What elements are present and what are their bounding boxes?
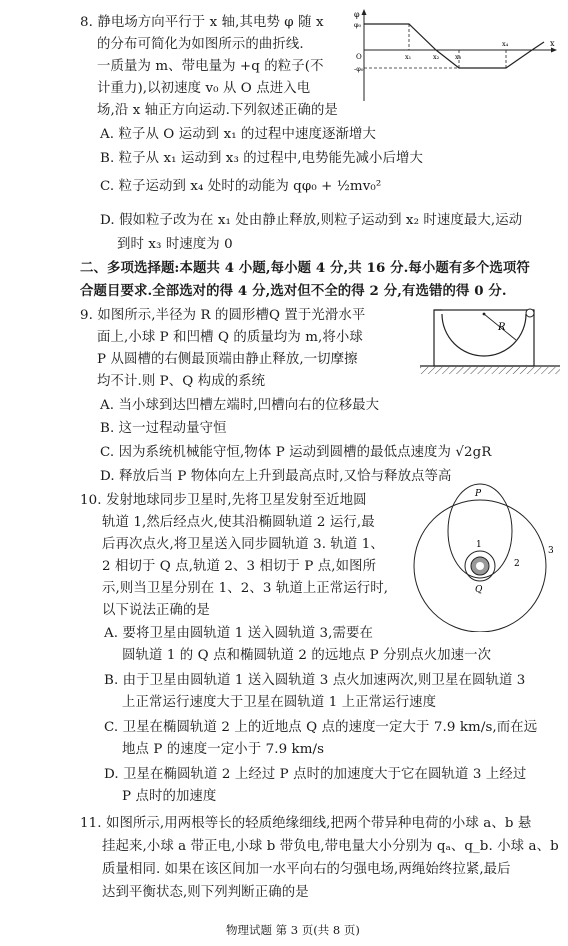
q10-orbit-3-label: 3 [548,546,554,556]
q8-option-d-line2: 到时 x₃ 时速度为 0 [117,237,233,252]
q11-line1: 11. 如图所示,用两根等长的轻质绝缘细线,把两个带异种电荷的小球 a、b 悬 [80,816,532,831]
q8-graph-x2-label: x₂ [433,53,440,61]
q10-orbit-diagram [408,482,564,632]
q10-option-b-line1: B. 由于卫星由圆轨道 1 送入圆轨道 3 点火加速两次,则卫星在圆轨道 3 [104,673,526,688]
q9-groove-diagram [420,304,560,380]
q8-graph-phi0-label: φ₀ [354,21,362,29]
page-footer: 物理试题 第 3 页(共 8 页) [226,923,360,937]
q9-line4: 均不计.则 P、Q 构成的系统 [97,374,266,389]
q10-line3: 后再次点火,将卫星送入同步圆轨道 3. 轨道 1、 [102,537,384,552]
q10-option-b-line2: 上正常运行速度大于卫星在圆轨道 1 上正常运行速度 [122,695,437,710]
q10-line2: 轨道 1,然后经点火,使其沿椭圆轨道 2 运行,最 [102,515,375,530]
q10-point-q-label: Q [475,585,483,595]
q8-graph-neg-phi0-label: -φ₀ [354,65,364,73]
q8-graph-phi-label: φ [354,10,360,19]
q10-point-p-label: P [475,489,482,499]
q10-option-a-line1: A. 要将卫星由圆轨道 1 送入圆轨道 3,需要在 [104,626,373,641]
q8-option-d-line1: D. 假如粒子改为在 x₁ 处由静止释放,则粒子运动到 x₂ 时速度最大,运动 [100,213,523,228]
q10-option-a-line2: 圆轨道 1 的 Q 点和椭圆轨道 2 的远地点 P 分别点火加速一次 [122,648,492,663]
q10-orbit-1-label: 1 [476,540,482,550]
q8-line3: 一质量为 m、带电量为 +q 的粒子(不 [97,59,324,74]
q8-line5: 场,沿 x 轴正方向运动.下列叙述正确的是 [97,103,338,118]
q8-option-a: A. 粒子从 O 运动到 x₁ 的过程中速度逐渐增大 [100,127,376,142]
q9-line3: P 从圆槽的右侧最顶端由静止释放,一切摩擦 [97,352,358,367]
q8-option-c: C. 粒子运动到 x₄ 处时的动能为 qφ₀ + ½mv₀² [100,179,382,194]
q10-line5: 示,则当卫星分别在 1、2、3 轨道上正常运行时, [102,581,389,596]
q9-option-b: B. 这一过程动量守恒 [100,421,227,436]
section2-heading-line1: 二、多项选择题:本题共 4 小题,每小题 4 分,共 16 分.每小题有多个选项符 [80,260,530,276]
q8-line1: 8. 静电场方向平行于 x 轴,其电势 φ 随 x [80,15,324,30]
q8-option-b: B. 粒子从 x₁ 运动到 x₃ 的过程中,电势能先减小后增大 [100,151,423,166]
q10-option-c-line1: C. 卫星在椭圆轨道 2 上的近地点 Q 点的速度一定大于 7.9 km/s,而在远 [104,720,538,735]
q8-graph-x4-label: x₄ [502,40,509,48]
q8-line4: 计重力),以初速度 v₀ 从 O 点进入电 [97,81,311,96]
q10-line4: 2 相切于 Q 点,轨道 2、3 相切于 P 点,如图所 [102,559,377,574]
q11-line2: 挂起来,小球 a 带正电,小球 b 带负电,带电量大小分别为 qₐ、q_b. 小球 a、b [102,839,559,854]
q8-graph-x1-label: x₁ [405,53,412,61]
q9-option-c: C. 因为系统机械能守恒,物体 P 运动到圆槽的最低点速度为 √2gR [100,445,492,460]
q10-orbit-2-label: 2 [514,559,520,569]
q10-option-d-line2: P 点时的加速度 [122,789,217,804]
q10-option-d-line1: D. 卫星在椭圆轨道 2 上经过 P 点时的加速度大于它在圆轨道 3 上经过 [104,767,527,782]
q8-graph-x-label: x [550,39,555,48]
q9-diagram-radius-label: R [498,322,506,333]
q9-line2: 面上,小球 P 和凹槽 Q 的质量均为 m,将小球 [97,330,363,345]
q8-graph-origin-label: O [356,53,362,61]
q8-graph-x3-label: x₃ [455,53,462,61]
q9-line1: 9. 如图所示,半径为 R 的圆形槽Q 置于光滑水平 [80,308,366,323]
q9-option-a: A. 当小球到达凹槽左端时,凹槽向右的位移最大 [100,398,380,413]
q11-line3: 质量相同. 如果在该区间加一水平向右的匀强电场,两绳始终拉紧,最后 [102,862,511,877]
q8-line2: 的分布可简化为如图所示的曲折线. [97,37,304,52]
q9-option-d: D. 释放后当 P 物体向左上升到最高点时,又恰与释放点等高 [100,469,452,484]
q10-option-c-line2: 地点 P 的速度一定小于 7.9 km/s [122,742,325,757]
section2-heading-line2: 合题目要求.全部选对的得 4 分,选对但不全的得 2 分,有选错的得 0 分. [80,283,507,299]
q8-potential-graph [354,6,558,106]
q10-line1: 10. 发射地球同步卫星时,先将卫星发射至近地圆 [80,493,367,508]
q10-line6: 以下说法正确的是 [102,603,210,618]
q11-line4: 达到平衡状态,则下列判断正确的是 [102,885,309,900]
